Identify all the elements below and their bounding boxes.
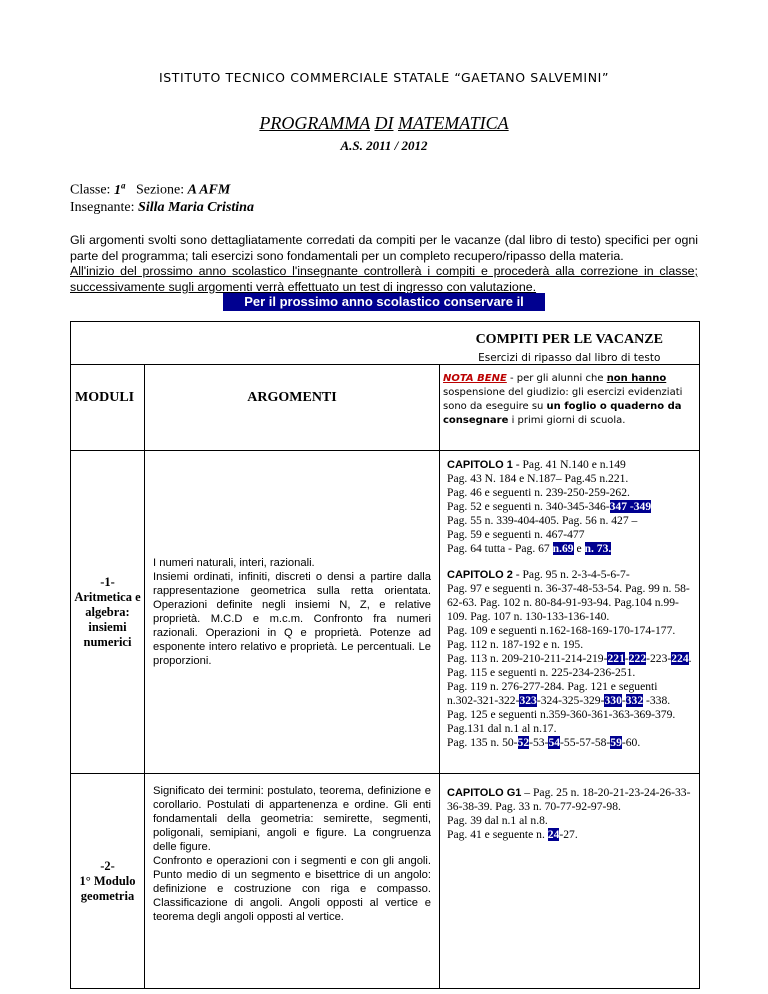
cap2-line: Pag. 119 n. 276-277-284. Pag. 121 e seguenti [447, 680, 658, 693]
nota-label: NOTA BENE [443, 373, 507, 384]
header-empty-cell [71, 322, 440, 365]
argomenti-header: ARGOMENTI [145, 365, 440, 451]
sezione-label: Sezione: [135, 182, 185, 198]
cap2-line: Pag. 109 e seguenti n.162-168-169-170-174-177. [447, 624, 676, 637]
cap1-line: Pag. 52 e seguenti n. 340-345-346- [447, 500, 610, 513]
intro-text [70, 233, 698, 295]
nota-foglio: un foglio o quaderno da consegnare [443, 401, 682, 426]
module-2-exercises [440, 774, 700, 989]
cap2-line: - [621, 694, 626, 707]
compiti-subtitle: Esercizi di ripasso dal libro di testo [478, 352, 661, 364]
nota-text-3: i primi giorni di scuola. [508, 415, 626, 426]
nota-text-1: - per gli alunni che [506, 373, 607, 384]
module-2-topics: Significato dei termini: postulato, teorema, definizione e corollario. Postulati di appartenenza e ordine. Gli enti fondamentali della geometria: semirette, segmenti, poligonali, semipiani, angoli e figure. La congruenza delle figure. Confronto e operazioni con i segmenti e con gli angoli. Punto medio di un segmento e bisettrice di un angolo: definizione e costruzione con riga e compasso. Classificazione di angoli. Angoli opposti al vertice e teorema degli angoli opposti al vertice. [145, 774, 440, 989]
nota-bene [440, 365, 700, 451]
capg1-line: Pag. 41 e seguente n. [447, 828, 548, 841]
module-1-label: -1- Aritmetica e algebra: insiemi numerici [71, 451, 145, 774]
cap2-line: Pag.131 dal n.1 al n.17. [447, 722, 557, 735]
cap2-line: . [688, 652, 692, 665]
cap1-line: Pag. 46 e seguenti n. 239-250-259-262. [447, 486, 630, 499]
cap2-line: Pag. 125 e seguenti n.359-360-361-363-369-379. [447, 708, 676, 721]
highlighted-exercise: 54 [548, 736, 561, 749]
cap1-line: Pag. 43 N. 184 e N.187– Pag.45 n.221. [447, 472, 629, 485]
insegnante-value: Silla Maria Cristina [138, 199, 254, 215]
cap2-line: -223- [646, 652, 672, 665]
insegnante-label: Insegnante: [70, 199, 135, 215]
capg1-line: Pag. 39 dal n.1 al n.8. [447, 814, 548, 827]
program-table [70, 321, 700, 989]
highlighted-exercise: n.69 [552, 542, 574, 555]
cap1-line: e [573, 542, 585, 555]
cap2-line: - Pag. 95 n. 2-3-4-5-6-7- [512, 568, 630, 581]
school-name: ISTITUTO TECNICO COMMERCIALE STATALE “GAETANO SALVEMINI” [158, 70, 610, 85]
highlighted-exercise: 52 [517, 736, 530, 749]
capitolo-1-label: CAPITOLO 1 [447, 459, 513, 471]
capitolo-2 [447, 568, 695, 750]
cap1-line: Pag. 59 e seguenti n. 467-477 [447, 528, 585, 541]
classe-value: 1 [113, 182, 121, 198]
moduli-header: MODULI [71, 365, 145, 451]
highlighted-exercise: n. 73. [584, 542, 612, 555]
cap2-line: Pag. 112 n. 187-192 e n. 195. [447, 638, 584, 651]
module-1-exercises [440, 451, 700, 774]
highlighted-exercise: 59 [610, 736, 622, 749]
module-2-label: -2- 1° Modulo geometria [71, 774, 145, 989]
highlighted-exercise: 24 [547, 828, 560, 841]
title-word-matematica: MATEMATICA [397, 113, 509, 133]
cap1-line: - Pag. 41 N.140 e n.149 [512, 458, 626, 471]
capitolo-1 [447, 458, 695, 556]
school-year: A.S. 2011 / 2012 [340, 138, 428, 153]
capitolo-g1-label: CAPITOLO G1 [447, 787, 522, 799]
capg1-line: – Pag. 25 n. 18-20-21-23-24-26-33-36-38-39. Pag. 33 n. 70-77-92-97-98. [447, 786, 691, 813]
classe-sup: a [120, 180, 126, 190]
cap1-line: Pag. 64 tutta - Pag. 67 [447, 542, 553, 555]
intro-underlined: All'inizio del prossimo anno scolastico l'insegnante controllerà i compiti e procederà alla correzione in classe; successivamente sugli argomenti verrà effettuato un test di ingresso con valutazione. [70, 264, 698, 294]
highlighted-exercise: 347 -349 [609, 500, 652, 513]
highlighted-exercise: 330 [604, 694, 622, 707]
capg1-line: -27. [559, 828, 578, 841]
cap2-line: -338. [643, 694, 671, 707]
highlighted-exercise: 222 [628, 652, 647, 665]
highlighted-exercise: 323 [519, 694, 537, 707]
module-1-topics: I numeri naturali, interi, razionali. Insiemi ordinati, infiniti, discreti o densi a partire dalla rappresentazione geometrica sulla retta orientata. Operazioni definite negli insiemi N, Z, e relative proprietà. M.C.D e m.c.m. Confronto fra numeri razionali. Operazioni in Q e proprietà. Potenze ad esponente intero relativo e proprietà. Le percentuali. Le proporzioni. [145, 451, 440, 774]
cap2-line: Pag. 97 e seguenti n. 36-37-48-53-54. Pag. 99 n. 58-62-63. Pag. 102 n. 80-84-91-93-94. Pag.104 n.99-109. Pag. 107 n. 130-133-136-140. [447, 582, 690, 623]
cap2-line: Pag. 115 e seguenti n. 225-234-236-251. [447, 666, 636, 679]
cap1-line: Pag. 55 n. 339-404-405. Pag. 56 n. 427 – [447, 514, 638, 527]
cap2-line: -53- [529, 736, 549, 749]
compiti-title: COMPITI PER LE VACANZE [475, 332, 663, 347]
cap2-line: Pag. 113 n. 209-210-211-214-219- [447, 652, 608, 665]
nota-text-2: sospensione del giudizio: gli esercizi evidenziati sono da eseguire su [443, 387, 683, 412]
sezione-value: A AFM [187, 182, 231, 198]
highlighted-exercise: 221 [607, 652, 625, 665]
compiti-header [440, 322, 700, 365]
nota-non-hanno: non hanno [606, 373, 667, 384]
class-info [70, 177, 254, 216]
cap2-line: -324-325-329- [536, 694, 605, 707]
volume-banner: Per il prossimo anno scolastico conservare il VOLUME 1 [223, 293, 545, 311]
title-word-programma: PROGRAMMA [259, 113, 370, 133]
cap2-line: -60. [621, 736, 641, 749]
title-word-di: DI [374, 113, 394, 133]
cap2-line: - [624, 652, 629, 665]
highlighted-exercise: 224 [671, 652, 689, 665]
capitolo-2-label: CAPITOLO 2 [447, 569, 513, 581]
highlighted-exercise: 332 [625, 694, 644, 707]
document-title [0, 113, 768, 134]
intro-paragraph: Gli argomenti svolti sono dettagliatamente corredati da compiti per le vacanze (dal libro di testo) specifici per ogni parte del programma; tali esercizi sono fondamentali per un completo recupero/ripasso della materia. [70, 233, 698, 263]
cap2-line: -55-57-58- [560, 736, 611, 749]
cap2-line: n.302-321-322- [447, 694, 520, 707]
cap2-line: Pag. 135 n. 50- [447, 736, 518, 749]
classe-label: Classe: [70, 182, 111, 198]
